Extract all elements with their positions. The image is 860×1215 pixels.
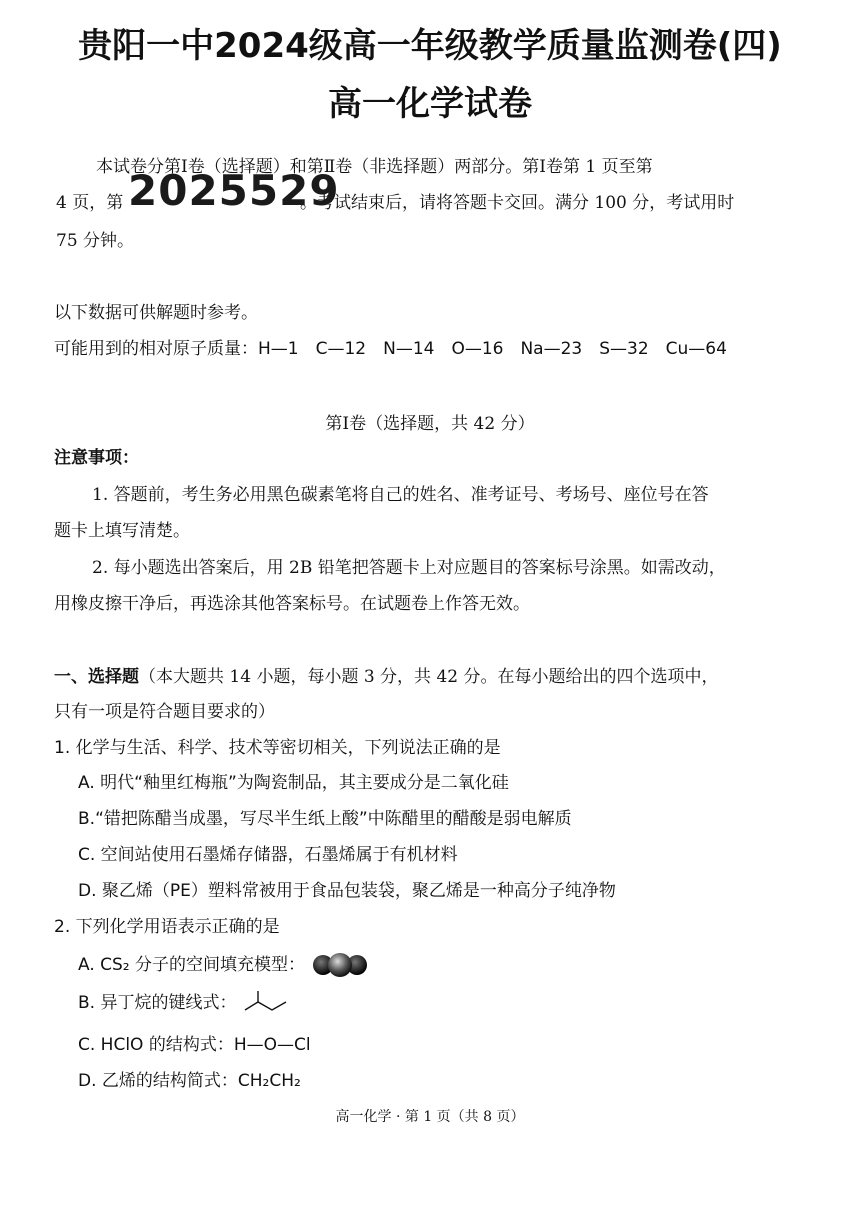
- reference-line-1: 以下数据可供解题时参考。: [54, 303, 258, 323]
- part-heading-text: （本大题共 14 小题，每小题 3 分，共 42 分。在每小题给出的四个选项中，: [139, 667, 719, 687]
- question-1-option-d: D. 聚乙烯（PE）塑料常被用于食品包装袋，聚乙烯是一种高分子纯净物: [78, 881, 616, 901]
- part-heading-line-2: 只有一项是符合题目要求的）: [54, 702, 275, 722]
- notice-title: 注意事项：: [54, 448, 139, 468]
- notice-1-line-a: 1. 答题前，考生务必用黑色碳素笔将自己的姓名、准考证号、考场号、座位号在答: [92, 485, 709, 505]
- question-2-option-d: D. 乙烯的结构简式：CH₂CH₂: [78, 1071, 301, 1091]
- notice-1-line-b: 题卡上填写清楚。: [54, 521, 190, 541]
- question-1-option-b: B.“错把陈醋当成墨，写尽半生纸上酸”中陈醋里的醋酸是弱电解质: [78, 809, 572, 829]
- question-2-option-b: [78, 988, 292, 1016]
- intro-line-3: 75 分钟。: [56, 231, 135, 251]
- question-1-option-c: C. 空间站使用石墨烯存储器，石墨烯属于有机材料: [78, 845, 458, 865]
- question-2-option-c: C. HClO 的结构式：H—O—Cl: [78, 1035, 311, 1055]
- notice-2-line-b: 用橡皮擦干净后，再选涂其他答案标号。在试题卷上作答无效。: [54, 594, 530, 614]
- exam-subtitle: 高一化学试卷: [328, 84, 532, 124]
- intro-line-2-b: 。考试结束后，请将答题卡交回。满分 100 分，考试用时: [300, 193, 735, 213]
- section-heading: 第Ⅰ卷（选择题，共 42 分）: [325, 414, 535, 434]
- watermark-stamp: 2025529: [128, 166, 340, 215]
- exam-title: 贵阳一中2024级高一年级教学质量监测卷(四): [78, 26, 782, 66]
- question-1-stem: 1. 化学与生活、科学、技术等密切相关，下列说法正确的是: [54, 738, 501, 758]
- isobutane-skeletal-icon: [242, 990, 292, 1016]
- part-heading: [54, 662, 719, 687]
- part-heading-label: 一、选择题: [54, 667, 139, 687]
- intro-line-2-a: 4 页，第: [56, 193, 124, 213]
- page-footer: 高一化学 · 第 1 页（共 8 页）: [335, 1109, 525, 1125]
- question-2-option-a-text: A. CS₂ 分子的空间填充模型：: [78, 955, 306, 975]
- notice-2-line-a: 2. 每小题选出答案后，用 2B 铅笔把答题卡上对应题目的答案标号涂黑。如需改动，: [92, 558, 726, 578]
- question-2-option-a: [78, 950, 370, 978]
- question-2-stem: 2. 下列化学用语表示正确的是: [54, 917, 280, 937]
- space-filling-model-icon: [310, 952, 370, 978]
- atomic-mass-line: 可能用到的相对原子质量：H—1 C—12 N—14 O—16 Na—23 S—32 Cu—64: [54, 339, 727, 359]
- intro-line-1: 本试卷分第Ⅰ卷（选择题）和第Ⅱ卷（非选择题）两部分。第Ⅰ卷第 1 页至第: [96, 157, 653, 177]
- question-1-option-a: A. 明代“釉里红梅瓶”为陶瓷制品，其主要成分是二氧化硅: [78, 773, 509, 793]
- question-2-option-b-text: B. 异丁烷的键线式：: [78, 993, 237, 1013]
